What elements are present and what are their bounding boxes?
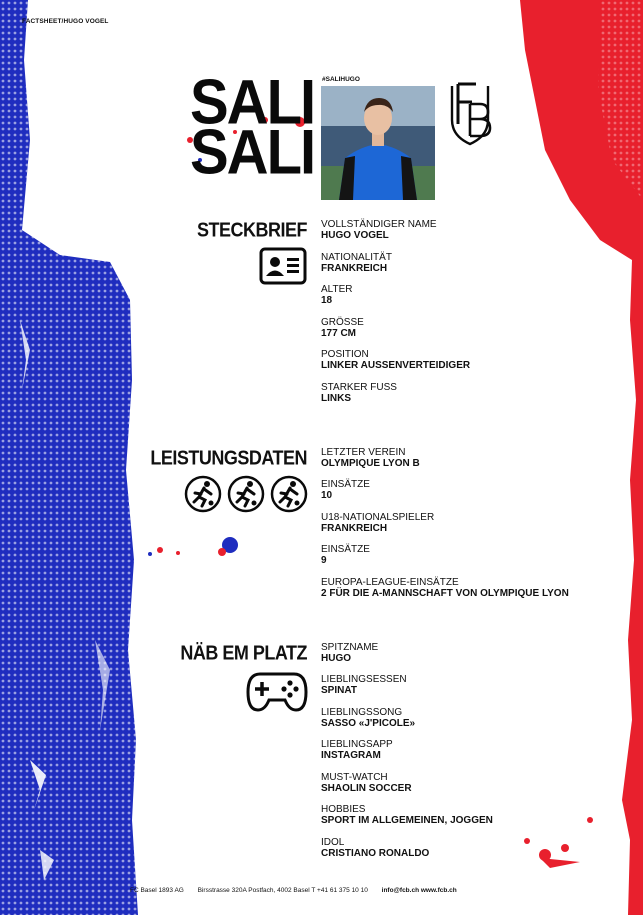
field-must-watch — [321, 772, 412, 794]
field-label: STARKER FUSS — [321, 382, 397, 393]
field-nickname — [321, 642, 378, 664]
field-appearances — [321, 479, 370, 501]
field-label: U18-NATIONALSPIELER — [321, 512, 435, 523]
footer-phone: T +41 61 375 10 10 — [311, 887, 368, 894]
fcb-logo — [446, 80, 494, 148]
field-position — [321, 349, 470, 371]
field-label: LIEBLINGSSONG — [321, 707, 403, 718]
field-value: OLYMPIQUE LYON B — [321, 458, 420, 469]
field-value: 177 CM — [321, 328, 357, 339]
field-label: LIEBLINGSESSEN — [321, 674, 407, 685]
field-label: EUROPA-LEAGUE-EINSÄTZE — [321, 577, 459, 588]
field-value: SPORT IM ALLGEMEINEN, JOGGEN — [321, 815, 493, 826]
field-value: FRANKREICH — [321, 263, 388, 274]
field-hobbies — [321, 804, 493, 826]
field-height — [321, 317, 364, 339]
field-value: SASSO «J'PICOLE» — [321, 718, 416, 729]
field-label: LETZTER VEREIN — [321, 447, 406, 458]
sali-line-1: SALI — [190, 67, 315, 138]
field-value: INSTAGRAM — [321, 750, 381, 761]
gamepad-icon — [246, 670, 308, 712]
field-label: POSITION — [321, 349, 369, 360]
field-label: EINSÄTZE — [321, 479, 370, 490]
field-label: SPITZNAME — [321, 642, 379, 653]
field-label: EINSÄTZE — [321, 544, 370, 555]
field-label: IDOL — [321, 837, 345, 848]
field-label: MUST-WATCH — [321, 772, 388, 783]
field-favorite-food — [321, 674, 407, 696]
field-value: HUGO VOGEL — [321, 230, 389, 241]
section-title-naeb-em-platz: NÄB EM PLATZ — [180, 641, 307, 664]
sali-line-2: SALI — [190, 117, 315, 188]
field-full-name — [321, 219, 437, 241]
running-player-icon — [184, 475, 222, 513]
field-value: SHAOLIN SOCCER — [321, 783, 412, 794]
field-value: CRISTIANO RONALDO — [321, 848, 430, 859]
field-value: 18 — [321, 295, 333, 306]
field-value: 10 — [321, 490, 333, 501]
running-player-icons — [184, 475, 308, 513]
field-label: NATIONALITÄT — [321, 252, 392, 263]
footer-club: FC Basel 1893 AG — [130, 887, 184, 894]
running-player-icon — [227, 475, 265, 513]
field-age — [321, 284, 353, 306]
field-label: LIEBLINGSAPP — [321, 739, 393, 750]
field-label: GRÖSSE — [321, 317, 364, 328]
running-player-icon — [270, 475, 308, 513]
field-strong-foot — [321, 382, 397, 404]
field-value: 2 FÜR DIE A-MANNSCHAFT VON OLYMPIQUE LYON — [321, 588, 569, 599]
footer-street: Birsstrasse 320A — [197, 887, 247, 894]
footer — [130, 887, 457, 894]
field-last-club — [321, 447, 420, 469]
field-favorite-song — [321, 707, 415, 729]
field-value: 9 — [321, 555, 327, 566]
document-header-label: FACTSHEET/HUGO VOGEL — [22, 18, 109, 25]
field-nationality — [321, 252, 392, 274]
footer-postbox: Postfach, 4002 Basel — [248, 887, 310, 894]
field-label: VOLLSTÄNDIGER NAME — [321, 219, 437, 230]
field-value: LINKS — [321, 393, 351, 404]
player-photo — [321, 86, 435, 200]
footer-email-link[interactable]: info@fcb.ch — [381, 887, 420, 894]
hashtag: #SALIHUGO — [322, 76, 360, 83]
field-value: SPINAT — [321, 685, 357, 696]
field-idol — [321, 837, 429, 859]
sali-sali-headline — [190, 67, 315, 188]
field-value: FRANKREICH — [321, 523, 388, 534]
field-label: ALTER — [321, 284, 353, 295]
field-europa-league — [321, 577, 569, 599]
field-favorite-app — [321, 739, 393, 761]
field-u18-appearances — [321, 544, 370, 566]
id-card-icon — [259, 247, 307, 285]
field-label: HOBBIES — [321, 804, 366, 815]
field-u18-national — [321, 512, 434, 534]
field-value: HUGO — [321, 653, 351, 664]
field-value: LINKER AUSSENVERTEIDIGER — [321, 360, 471, 371]
footer-web-link[interactable]: www.fcb.ch — [420, 887, 457, 894]
section-title-leistungsdaten: LEISTUNGSDATEN — [150, 446, 307, 469]
section-title-steckbrief: STECKBRIEF — [196, 218, 307, 241]
